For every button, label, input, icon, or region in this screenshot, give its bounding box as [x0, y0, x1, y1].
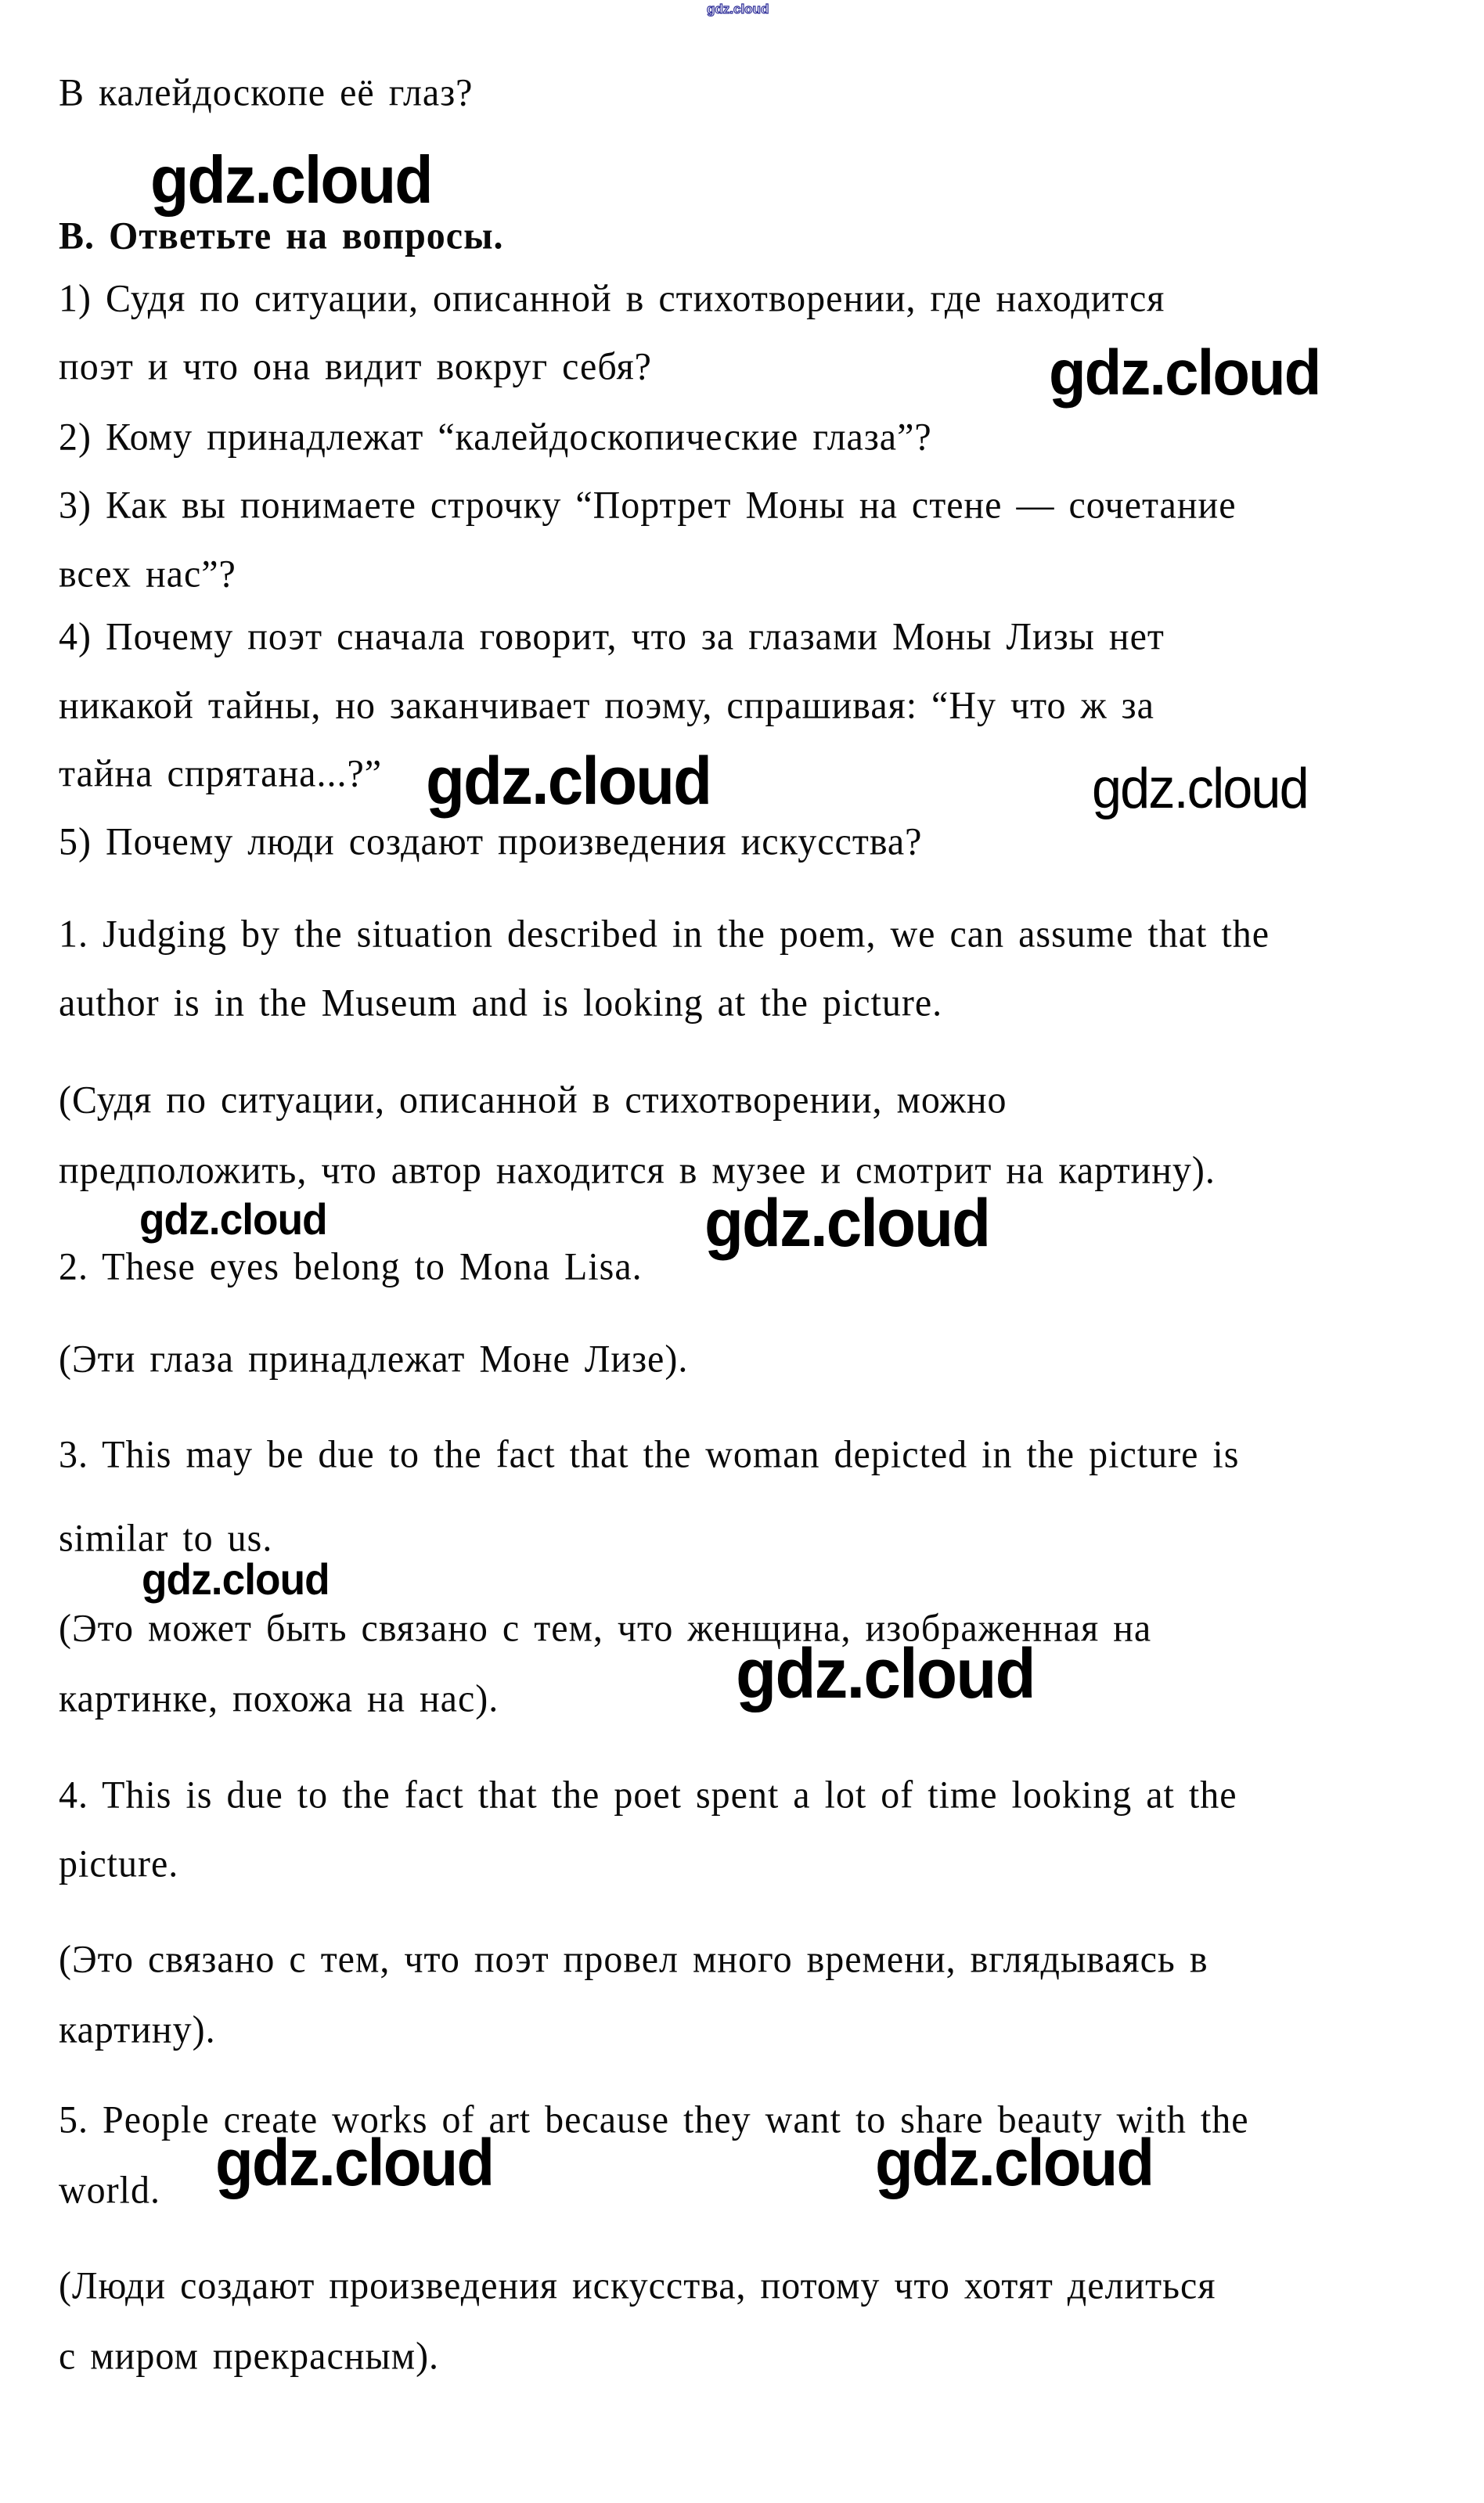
- question-1-line-2: поэт и что она видит вокруг себя?: [59, 344, 652, 388]
- answer-2-en-line: 2. These eyes belong to Mona Lisa.: [59, 1244, 643, 1288]
- gdz-cloud-watermark: gdz.cloud: [139, 1194, 327, 1244]
- answer-3-ru-line-2: картинке, похожа на нас).: [59, 1676, 499, 1720]
- answer-4-ru-line-1: (Это связано с тем, что поэт провел много времени, вглядываясь в: [59, 1937, 1208, 1981]
- section-heading: В. Ответьте на вопросы.: [59, 214, 504, 258]
- answer-1-en-line-2: author is in the Museum and is looking at the picture.: [59, 981, 943, 1025]
- question-1-line-1: 1) Судя по ситуации, описанной в стихотворении, где находится: [59, 276, 1165, 320]
- question-4-line-2: никакой тайны, но заканчивает поэму, спрашивая: “Ну что ж за: [59, 683, 1154, 727]
- gdz-cloud-watermark: gdz.cloud: [142, 1554, 330, 1604]
- answer-5-ru-line-1: (Люди создают произведения искусства, потому что хотят делиться: [59, 2264, 1216, 2307]
- answer-5-en-line-2: world.: [59, 2168, 160, 2212]
- answer-3-en-line-1: 3. This may be due to the fact that the woman depicted in the picture is: [59, 1432, 1240, 1476]
- poem-line: В калейдоскопе её глаз?: [59, 70, 474, 114]
- gdz-cloud-watermark: gdz.cloud: [1049, 337, 1320, 409]
- gdz-cloud-watermark: gdz.cloud: [704, 1186, 990, 1261]
- question-4-line-3: тайна спрятана...?”: [59, 751, 383, 795]
- answer-1-ru-line-2: предположить, что автор находится в музее и смотрит на картину).: [59, 1148, 1216, 1192]
- answer-1-en-line-1: 1. Judging by the situation described in the poem, we can assume that the: [59, 912, 1270, 956]
- gdz-cloud-watermark: gdz.cloud: [736, 1635, 1035, 1713]
- answer-1-ru-line-1: (Судя по ситуации, описанной в стихотворении, можно: [59, 1078, 1007, 1122]
- gdz-cloud-watermark: gdz.cloud: [1092, 758, 1308, 820]
- answer-4-en-line-1: 4. This is due to the fact that the poet spent a lot of time looking at the: [59, 1773, 1237, 1817]
- gdz-cloud-watermark: gdz.cloud: [875, 2126, 1154, 2199]
- gdz-cloud-watermark: gdz.cloud: [215, 2126, 494, 2199]
- answer-4-en-line-2: picture.: [59, 1842, 179, 1885]
- gdz-cloud-watermark: gdz.cloud: [426, 744, 711, 819]
- gdz-cloud-watermark-top: gdz.cloud: [707, 2, 769, 16]
- gdz-cloud-watermark: gdz.cloud: [150, 143, 432, 218]
- question-3-line-1: 3) Как вы понимаете строчку “Портрет Моны на стене — сочетание: [59, 483, 1237, 527]
- answer-3-ru-line-1: (Это может быть связано с тем, что женщина, изображенная на: [59, 1606, 1152, 1650]
- answer-5-ru-line-2: с миром прекрасным).: [59, 2334, 440, 2378]
- answer-2-ru-line: (Эти глаза принадлежат Моне Лизе).: [59, 1337, 689, 1381]
- answer-3-en-line-2: similar to us.: [59, 1516, 273, 1560]
- question-5-line: 5) Почему люди создают произведения искусства?: [59, 819, 923, 863]
- question-3-line-2: всех нас”?: [59, 552, 236, 596]
- answer-5-en-line-1: 5. People create works of art because they want to share beauty with the: [59, 2098, 1249, 2141]
- question-2-line: 2) Кому принадлежат “калейдоскопические глаза”?: [59, 415, 932, 459]
- answer-4-ru-line-2: картину).: [59, 2008, 216, 2051]
- question-4-line-1: 4) Почему поэт сначала говорит, что за глазами Моны Лизы нет: [59, 614, 1165, 658]
